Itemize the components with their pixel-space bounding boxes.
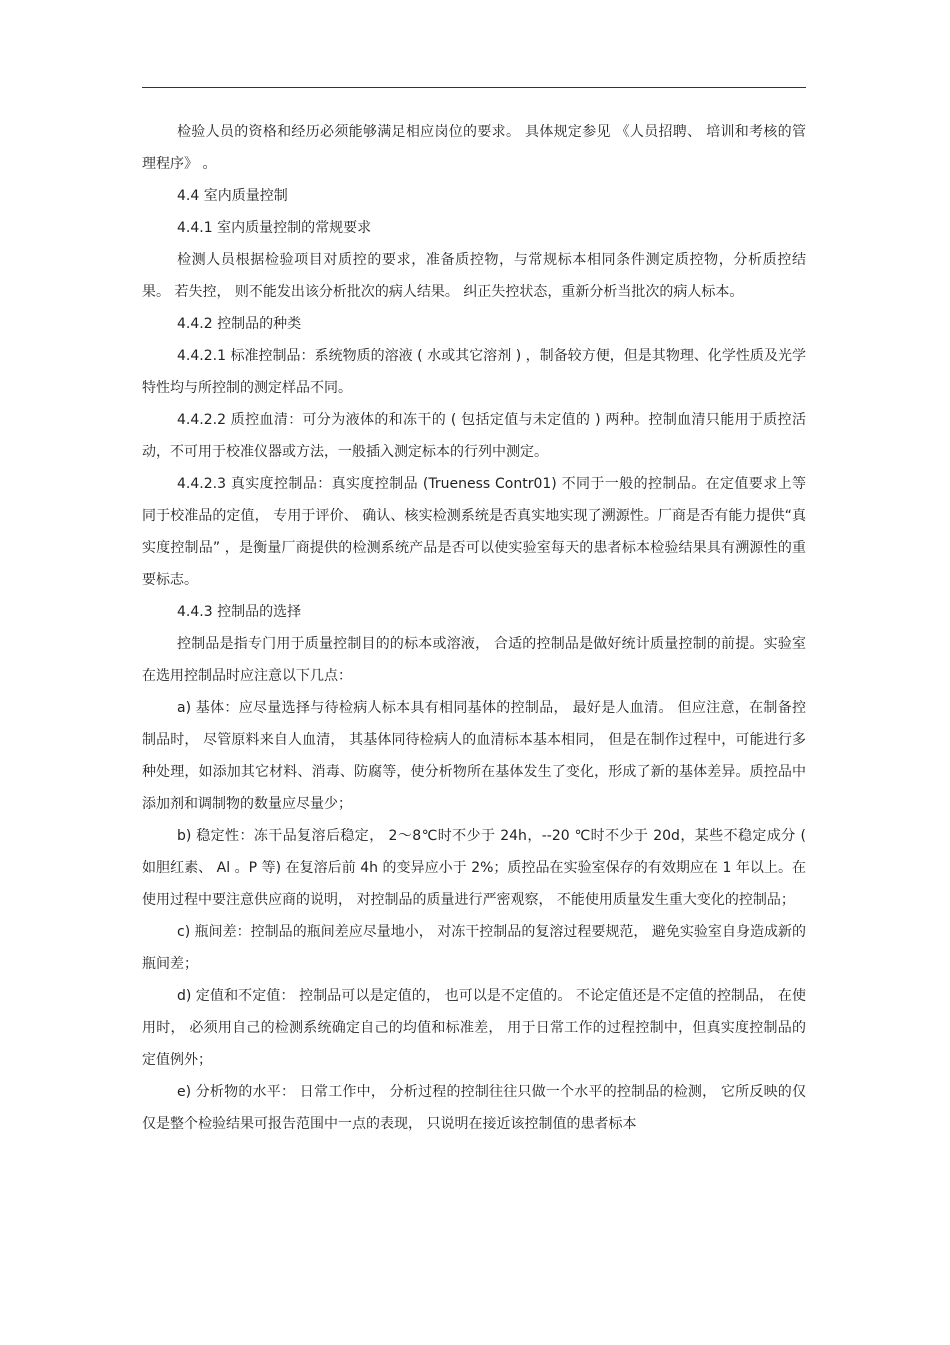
- paragraph-item-d-assigned-value: d) 定值和不定值： 控制品可以是定值的， 也可以是不定值的。 不论定值还是不定值的控制品， 在使用时， 必须用自己的检测系统确定自己的均值和标准差， 用于日常工作的过程控制中，但真实度控制品的定值例外；: [142, 988, 806, 1068]
- paragraph-item-b-stability: b) 稳定性：冻干品复溶后稳定， 2～8℃时不少于 24h，--20 ℃时不少于 20d，某些不稳定成分 ( 如胆红素、 Al 。P 等) 在复溶后前 4h 的变异应小于 2%；质控品在实验室保存的有效期应在 1 年以上。在使用过程中要注意供应商的说明， 对控制品的质量进行严密观察， 不能使用质量发生重大变化的控制品；: [142, 828, 806, 908]
- paragraph-routine-requirements: 检测人员根据检验项目对质控的要求，准备质控物，与常规标本相同条件测定质控物，分析质控结果。 若失控， 则不能发出该分析批次的病人结果。 纠正失控状态，重新分析当批次的病人标本。: [142, 252, 806, 300]
- paragraph-control-selection: 控制品是指专门用于质量控制目的的标本或溶液， 合适的控制品是做好统计质量控制的前提。实验室在选用控制品时应注意以下几点：: [142, 636, 806, 684]
- header-rule: [142, 87, 806, 88]
- paragraph-item-c-vial-variance: c) 瓶间差：控制品的瓶间差应尽量地小， 对冻干控制品的复溶过程要规范， 避免实验室自身造成新的瓶间差；: [142, 924, 806, 972]
- paragraph-qualification: 检验人员的资格和经历必须能够满足相应岗位的要求。 具体规定参见 《人员招聘、 培训和考核的管理程序》 。: [142, 124, 806, 172]
- heading-4-4-2: 4.4.2 控制品的种类: [177, 316, 302, 332]
- paragraph-item-a-matrix: a) 基体：应尽量选择与待检病人标本具有相同基体的控制品， 最好是人血清。 但应注意，在制备控制品时， 尽管原料来自人血清， 其基体同待检病人的血清标本基本相同， 但是在制作过程中，可能进行多种处理，如添加其它材料、消毒、防腐等，使分析物所在基体发生了变化，形成了新的基体差异。质控品中添加剂和调制物的数量应尽量少；: [142, 700, 806, 812]
- paragraph-4-4-2-3: 4.4.2.3 真实度控制品：真实度控制品 (Trueness Contr01) 不同于一般的控制品。在定值要求上等同于校准品的定值， 专用于评价、 确认、核实检测系统是否真实地实现了溯源性。厂商是否有能力提供“真实度控制品” ，是衡量厂商提供的检测系统产品是否可以使实验室每天的患者标本检验结果具有溯源性的重要标志。: [142, 476, 806, 588]
- heading-4-4-1: 4.4.1 室内质量控制的常规要求: [177, 220, 372, 236]
- paragraph-item-e-analyte-level: e) 分析物的水平： 日常工作中， 分析过程的控制往往只做一个水平的控制品的检测， 它所反映的仅仅是整个检验结果可报告范围中一点的表现， 只说明在接近该控制值的患者标本: [142, 1084, 806, 1132]
- heading-4-4-3: 4.4.3 控制品的选择: [177, 604, 302, 620]
- heading-4-4: 4.4 室内质量控制: [177, 188, 288, 204]
- document-body: [142, 116, 806, 1140]
- paragraph-4-4-2-1: 4.4.2.1 标准控制品：系统物质的溶液 ( 水或其它溶剂 ) ，制备较方便，但是其物理、化学性质及光学特性均与所控制的测定样品不同。: [142, 348, 806, 396]
- paragraph-4-4-2-2: 4.4.2.2 质控血清：可分为液体的和冻干的 ( 包括定值与未定值的 ) 两种。控制血清只能用于质控活动，不可用于校准仪器或方法，一般插入测定标本的行列中测定。: [142, 412, 806, 460]
